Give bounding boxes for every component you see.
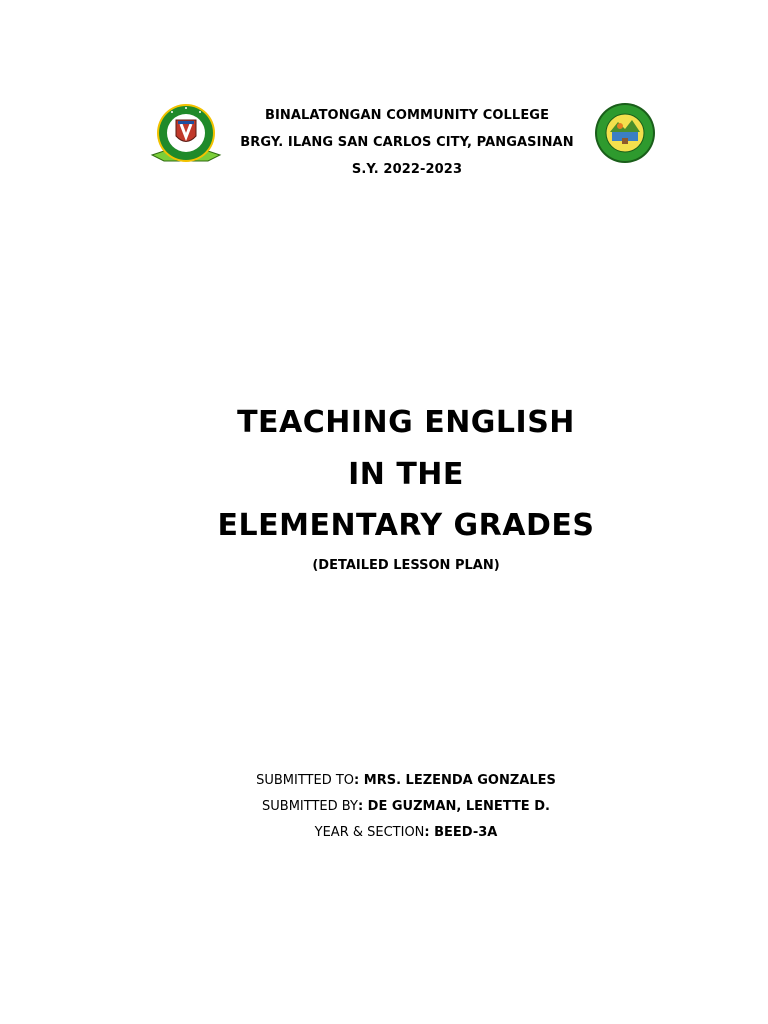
document-title-line-1: TEACHING ENGLISH (237, 405, 575, 440)
school-year: S.Y. 2022-2023 (351, 162, 463, 177)
document-title-line-3: ELEMENTARY GRADES (217, 508, 595, 543)
year-section-line (22, 825, 768, 840)
institution-address: BRGY. ILANG SAN CARLOS CITY, PANGASINAN (240, 135, 574, 150)
institution-name: BINALATONGAN COMMUNITY COLLEGE (264, 108, 550, 123)
year-section-value: : BEED-3A (424, 825, 498, 840)
submitted-to-label: SUBMITTED TO (256, 773, 355, 788)
document-title-line-2: IN THE (348, 457, 464, 492)
submitted-by-line (22, 799, 768, 814)
city-seal-icon (592, 102, 658, 164)
submitted-by-label: SUBMITTED BY (262, 799, 358, 814)
submitted-to-line (22, 773, 768, 788)
submitted-by-value: : DE GUZMAN, LENETTE D. (357, 799, 550, 814)
year-section-label: YEAR & SECTION (314, 825, 425, 840)
document-subtitle: (DETAILED LESSON PLAN) (312, 558, 500, 573)
submitted-to-value: : MRS. LEZENDA GONZALES (354, 773, 556, 788)
